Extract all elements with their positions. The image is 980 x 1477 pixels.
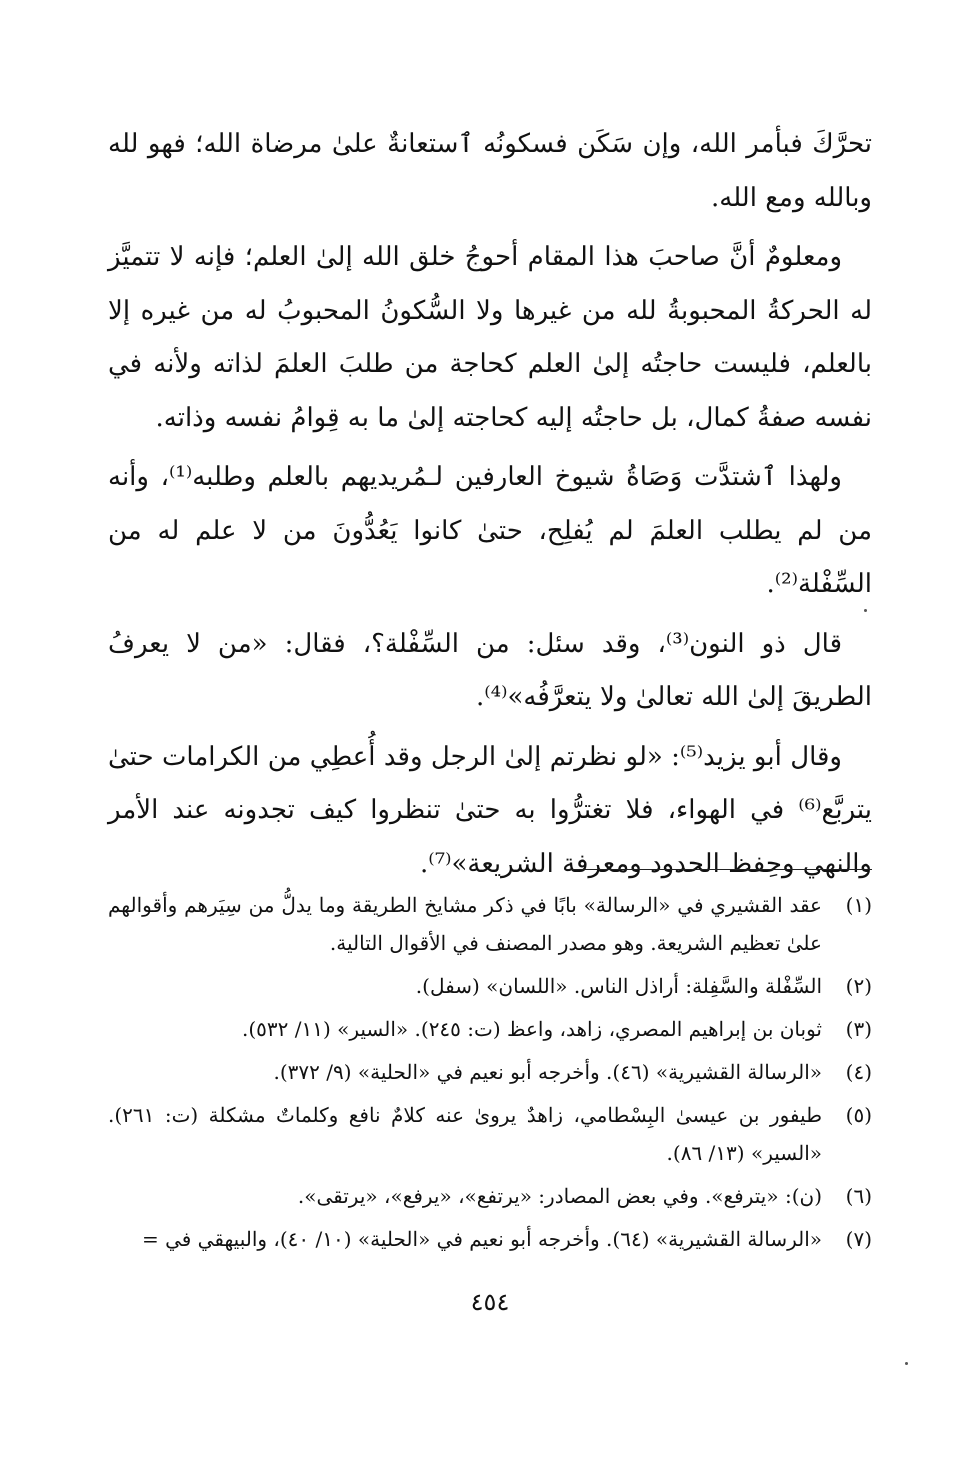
scan-speck bbox=[905, 1362, 908, 1365]
footnote-text: «الرسالة القشيرية» (٤٦). وأخرجه أبو نعيم في «الحلية» (٩/ ٣٧٢). bbox=[273, 1060, 822, 1084]
footnote-2 bbox=[108, 967, 872, 1005]
footnote-text: ثوبان بن إبراهيم المصري، زاهد، واعظ (ت: ٢٤٥). «السير» (١١/ ٥٣٢). bbox=[241, 1017, 822, 1041]
footnote-separator bbox=[566, 869, 872, 870]
footnote-number: (٢) bbox=[845, 974, 872, 998]
footnote-number: (٧) bbox=[845, 1227, 872, 1251]
main-text bbox=[108, 118, 872, 897]
paragraph-3: ولهذا ٱشتدَّت وَصَاةُ شيوخ العارفين لـمُريديهم بالعلم وطلبه⁽¹⁾، وأنه من لم يطلب العلمَ لم يُفلِح، حتىٰ كانوا يَعُدُّونَ من لا علم له من السِّفْلة⁽²⁾. bbox=[108, 462, 872, 599]
footnote-number: (٥) bbox=[845, 1103, 872, 1127]
footnote-text: طيفور بن عيسىٰ البِسْطامي، زاهدٌ يروىٰ عنه كلامٌ نافع وكلماتٌ مشكلة (ت: ٢٦١). «السير» (١٣/ ٨٦). bbox=[108, 1103, 822, 1165]
footnote-1 bbox=[108, 886, 872, 962]
footnote-number: (١) bbox=[845, 893, 872, 917]
footnote-number: (٤) bbox=[845, 1060, 872, 1084]
paragraph-2: ومعلومٌ أنَّ صاحبَ هذا المقام أحوجُ خلق الله إلىٰ العلم؛ فإنه لا تتميَّز له الحركةُ المحبوبةُ لله من غيرها ولا السُّكونُ المحبوبُ له من غيره إلا بالعلم، فليست حاجتُه إلىٰ العلم كحاجة من طلبَ العلمَ لذاته ولأنه في نفسه صفةُ كمال، بل حاجتُه إليه كحاجته إلىٰ ما به قِوامُ نفسه وذاته. bbox=[108, 242, 872, 433]
footnote-text: «الرسالة القشيرية» (٦٤). وأخرجه أبو نعيم في «الحلية» (١٠/ ٤٠)، والبيهقي في = bbox=[141, 1227, 822, 1251]
scan-speck bbox=[864, 609, 867, 612]
footnote-text: (ن): «يترفع». وفي بعض المصادر: «يرتفع»، «يرفع»، «يرتقى». bbox=[297, 1184, 822, 1208]
footnote-4 bbox=[108, 1053, 872, 1091]
paragraph-1: تحرَّكَ فبأمر الله، وإن سَكَن فسكونُه ٱستعانةٌ علىٰ مرضاة الله؛ فهو لله وبالله ومع الله. bbox=[108, 129, 872, 213]
paragraph-4: قال ذو النون⁽³⁾، وقد سئل: من السِّفْلة؟، فقال: «من لا يعرفُ الطريقَ إلىٰ الله تعالىٰ ولا يتعرَّفُه»⁽⁴⁾. bbox=[108, 628, 872, 712]
footnote-7 bbox=[108, 1220, 872, 1258]
footnote-text: السِّفْلة والسَّفِلة: أراذل الناس. «اللسان» (سفل). bbox=[415, 974, 822, 998]
footnote-6 bbox=[108, 1177, 872, 1215]
paragraph-5: وقال أبو يزيد⁽⁵⁾: «لو نظرتم إلىٰ الرجل وقد أُعطِي من الكرامات حتىٰ يتربَّع⁽⁶⁾ في الهواء، فلا تغترُّوا به حتىٰ تنظروا كيف تجدونه عند الأمر والنهي وحِفظ الحدود ومعرفة الشريعة»⁽⁷⁾. bbox=[108, 741, 872, 879]
footnote-text: عقد القشيري في «الرسالة» بابًا في ذكر مشايخ الطريقة وما يدلُّ من سِيَرهم وأقوالهم علىٰ تعظيم الشريعة. وهو مصدر المصنف في الأقوال التالية. bbox=[108, 893, 822, 955]
page-number: ٤٥٤ bbox=[470, 1288, 510, 1316]
footnote-number: (٣) bbox=[845, 1017, 872, 1041]
footnote-5 bbox=[108, 1096, 872, 1172]
footnote-number: (٦) bbox=[845, 1184, 872, 1208]
footnote-3 bbox=[108, 1010, 872, 1048]
footnotes bbox=[108, 886, 872, 1263]
